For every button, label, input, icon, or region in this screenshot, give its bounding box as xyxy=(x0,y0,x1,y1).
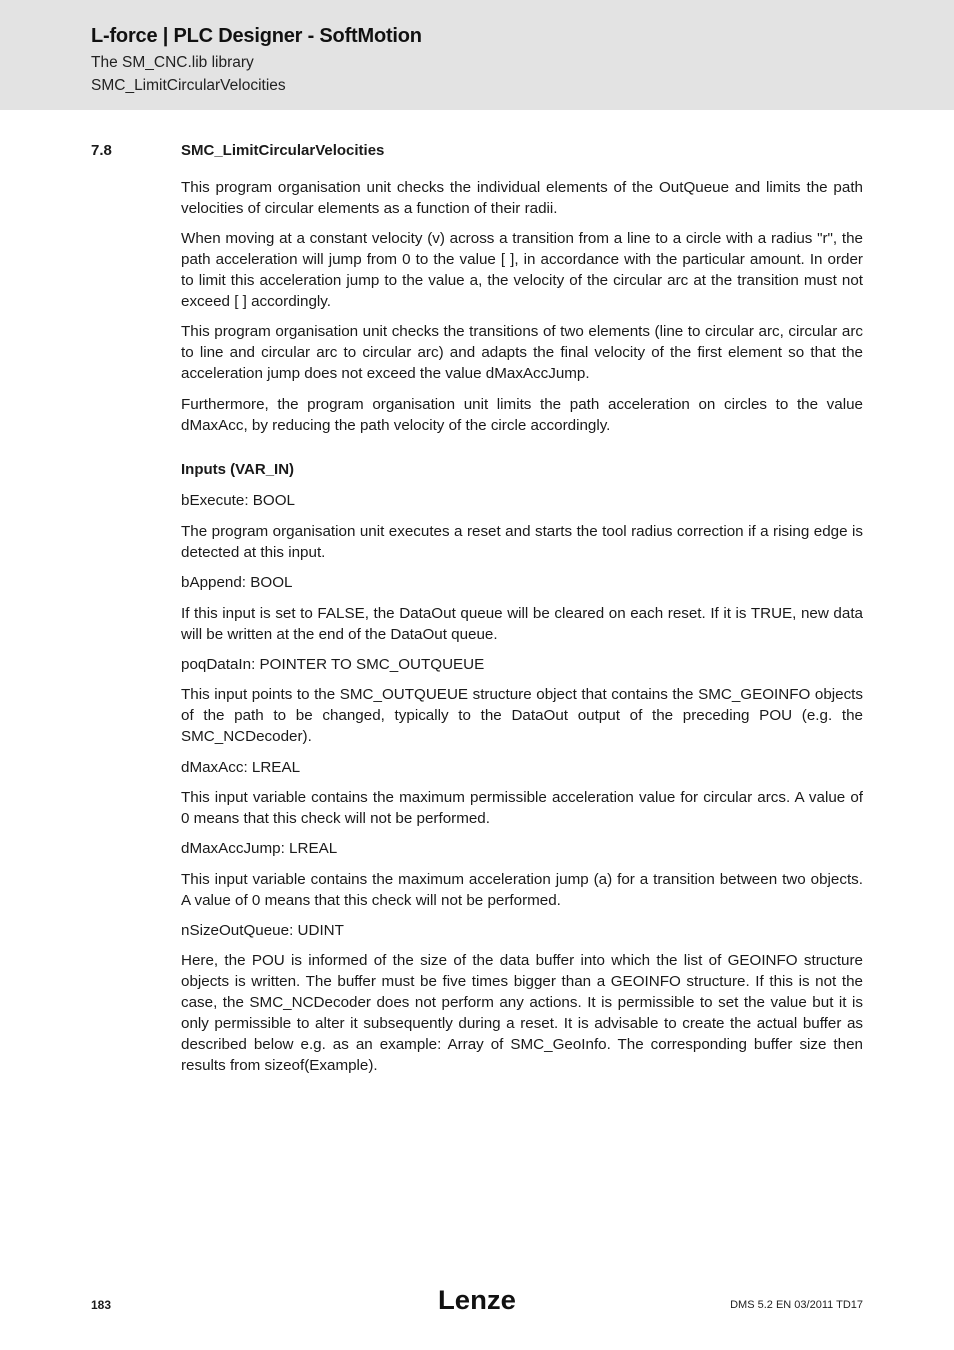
intro-paragraph: This program organisation unit checks the transitions of two elements (line to circular arc, circular arc to line and circular arc to circular arc) and adapts the final velocity of the first element so that the acceleration jump does not exceed the value dMaxAccJump. xyxy=(181,323,863,383)
input-variable-name: poqDataIn: POINTER TO SMC_OUTQUEUE xyxy=(181,655,485,673)
input-variable-description: If this input is set to FALSE, the DataOut queue will be cleared on each reset. If it is TRUE, new data will be written at the end of the DataOut queue. xyxy=(181,604,863,643)
section-number: 7.8 xyxy=(91,142,112,159)
body-text xyxy=(181,178,863,1086)
input-variable-description: This input variable contains the maximum permissible acceleration value for circular arcs. A value of 0 means that this check will not be performed. xyxy=(181,788,863,827)
header-library: The SM_CNC.lib library xyxy=(91,54,254,71)
input-variable-description: This input points to the SMC_OUTQUEUE structure object that contains the SMC_GEOINFO objects of the path to be changed, typically to the DataOut output of the preceding POU (e.g. the SMC_NCDecoder). xyxy=(181,686,863,746)
section-title: SMC_LimitCircularVelocities xyxy=(181,142,385,159)
input-variable-name: bExecute: BOOL xyxy=(181,492,295,510)
inputs-heading: Inputs (VAR_IN) xyxy=(181,461,295,479)
header-title: L-force | PLC Designer - SoftMotion xyxy=(91,25,422,47)
intro-paragraph: This program organisation unit checks the individual elements of the OutQueue and limits the path velocities of circular elements as a function of their radii. xyxy=(181,179,863,217)
input-variable-description: The program organisation unit executes a reset and starts the tool radius correction if a rising edge is detected at this input. xyxy=(181,522,863,561)
header-section-name: SMC_LimitCircularVelocities xyxy=(91,77,286,94)
intro-paragraph: When moving at a constant velocity (v) across a transition from a line to a circle with a radius "r", the path acceleration will jump from 0 to the value [ ], in accordance with the particular amount. In order to limit this acceleration jump to the value a, the velocity of the circular arc at the transition must not exceed [ ] accordingly. xyxy=(181,230,863,311)
page-header xyxy=(0,0,954,110)
input-variable-name: bAppend: BOOL xyxy=(181,574,293,592)
input-variable-name: dMaxAcc: LREAL xyxy=(181,758,301,776)
input-variable-name: dMaxAccJump: LREAL xyxy=(181,840,338,858)
lenze-logo-text: Lenze xyxy=(438,1285,516,1315)
input-variable-description: Here, the POU is informed of the size of the data buffer into which the list of GEOINFO structure objects is written. The buffer must be five times bigger than a GEOINFO structure. If this is not the case, the SMC_NCDecoder does not perform any actions. It is permissible to set the value but it is only permissible to alter it subsequently during a reset. It is advisable to create the actual buffer as described below e.g. as an example: Array of SMC_GeoInfo. The corresponding buffer size then results from sizeof(Example). xyxy=(181,952,863,1074)
page-number: 183 xyxy=(91,1298,112,1312)
lenze-logo xyxy=(437,1284,517,1316)
input-variable-description: This input variable contains the maximum acceleration jump (a) for a transition between two objects. A value of 0 means that this check will not be performed. xyxy=(181,870,863,909)
document-id: DMS 5.2 EN 03/2011 TD17 xyxy=(730,1299,863,1311)
intro-paragraph: Furthermore, the program organisation unit limits the path acceleration on circles to the value dMaxAcc, by reducing the path velocity of the circle accordingly. xyxy=(181,395,863,434)
input-variable-name: nSizeOutQueue: UDINT xyxy=(181,921,344,939)
